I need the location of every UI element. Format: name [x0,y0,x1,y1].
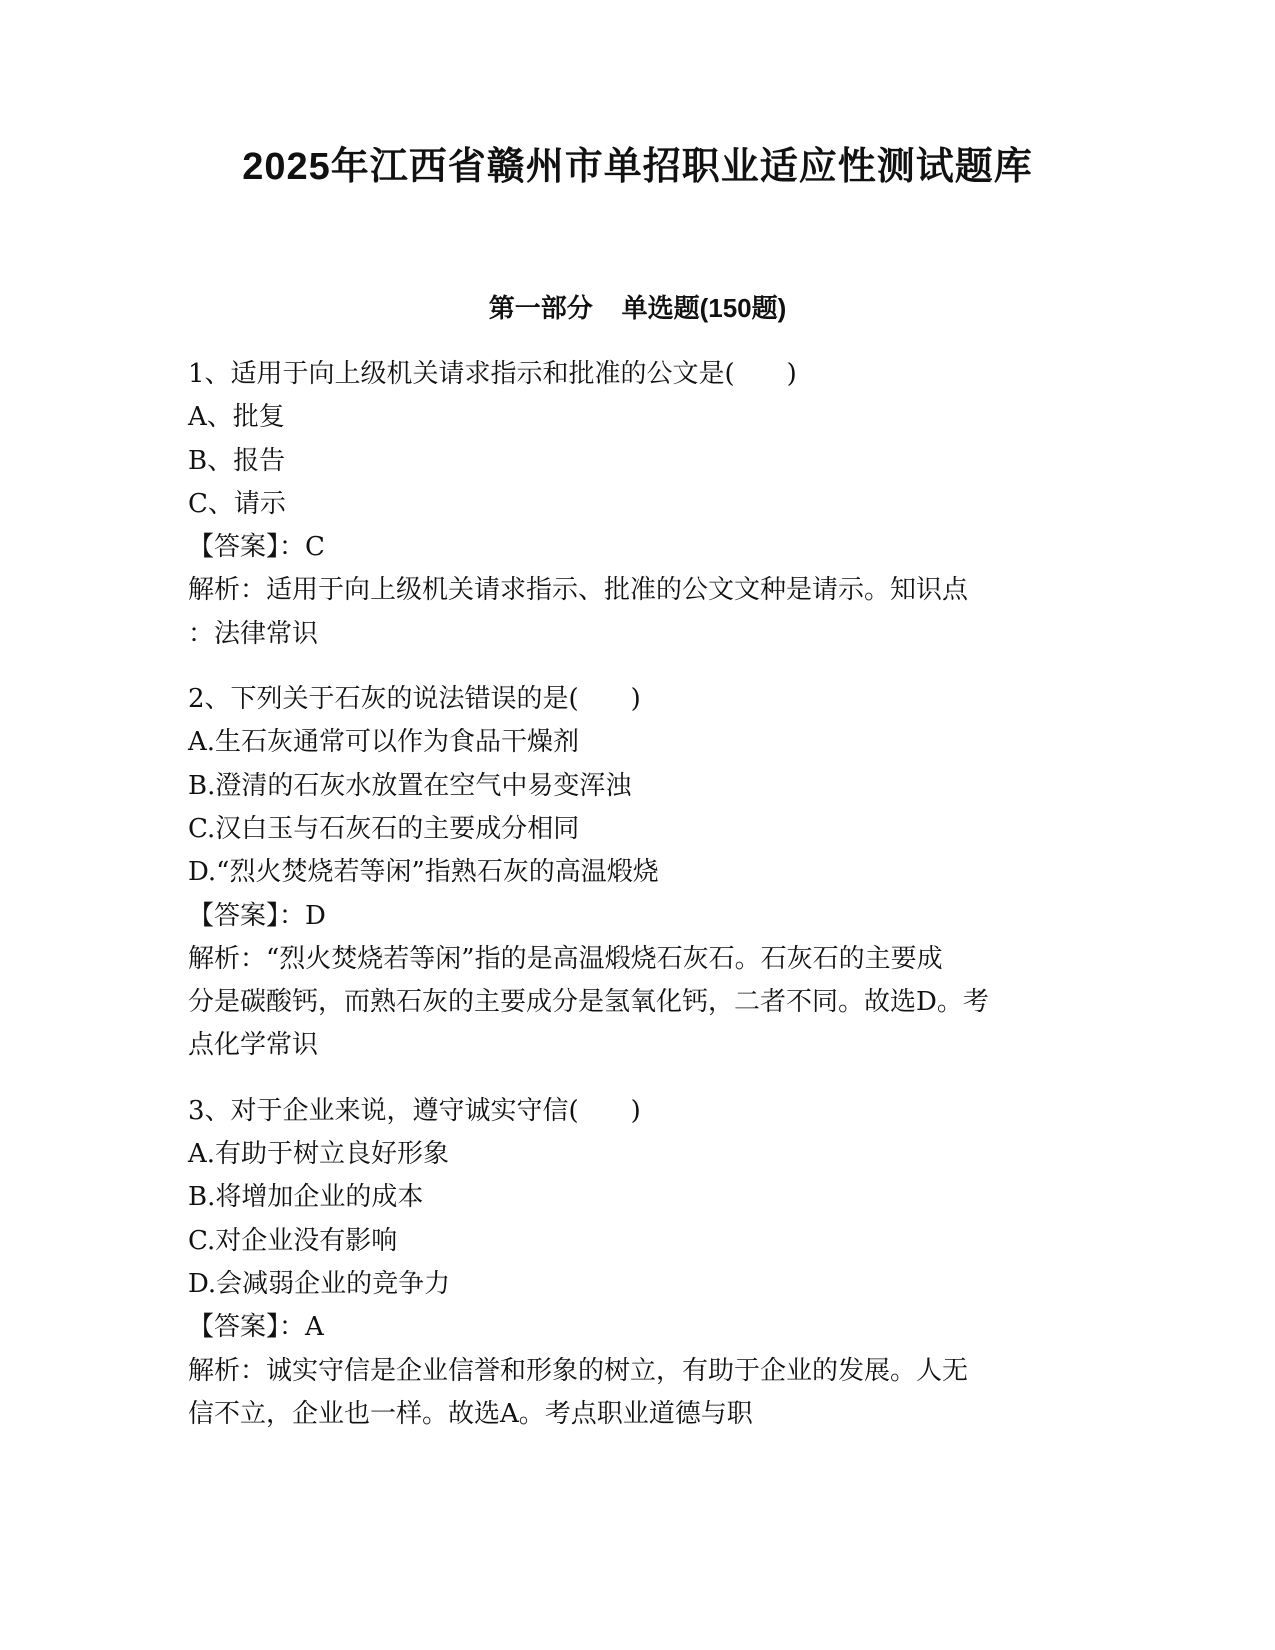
option: A、批复 [188,402,285,433]
analysis-line: 解析：适用于向上级机关请求指示、批准的公文文种是请示。知识点 [188,575,969,606]
option: B、报告 [188,445,286,476]
option: C、请示 [188,488,286,519]
analysis-line: 信不立，企业也一样。故选A。考点职业道德与职 [188,1398,753,1429]
option: A.有助于树立良好形象 [188,1139,450,1170]
option: C.汉白玉与石灰石的主要成分相同 [188,813,580,844]
question-item-2 [188,678,1088,1068]
option: B.将增加企业的成本 [188,1182,424,1213]
option: D.会减弱企业的竞争力 [188,1268,451,1299]
analysis-line: 分是碳酸钙，而熟石灰的主要成分是氢氧化钙，二者不同。故选D。考 [188,987,989,1018]
question-stem: 3、对于企业来说，遵守诚实守信( ) [188,1095,641,1126]
page-title: 2025年江西省赣州市单招职业适应性测试题库 [242,146,1033,188]
analysis-line: 解析：诚实守信是企业信誉和形象的树立，有助于企业的发展。人无 [188,1355,969,1386]
analysis-line: ：法律常识 [188,618,319,649]
section-title: 第一部分 单选题(150题) [488,293,787,323]
question-item-3 [188,1090,1088,1436]
option: B.澄清的石灰水放置在空气中易变浑浊 [188,770,632,801]
answer: 【答案】：D [188,900,326,931]
question-stem: 1、适用于向上级机关请求指示和批准的公文是( ) [188,359,797,389]
question-stem: 2、下列关于石灰的说法错误的是( ) [188,684,641,715]
analysis-line: 点化学常识 [188,1030,319,1061]
answer: 【答案】：C [188,532,325,563]
analysis-line: 解析：“烈火焚烧若等闲”指的是高温煅烧石灰石。石灰石的主要成 [188,943,943,974]
answer: 【答案】：A [188,1312,324,1343]
question-list [188,353,1088,1458]
option: C.对企业没有影响 [188,1225,398,1256]
option: D.“烈火焚烧若等闲”指熟石灰的高温煅烧 [188,857,659,888]
question-item-1 [188,353,1088,656]
option: A.生石灰通常可以作为食品干燥剂 [188,727,580,758]
